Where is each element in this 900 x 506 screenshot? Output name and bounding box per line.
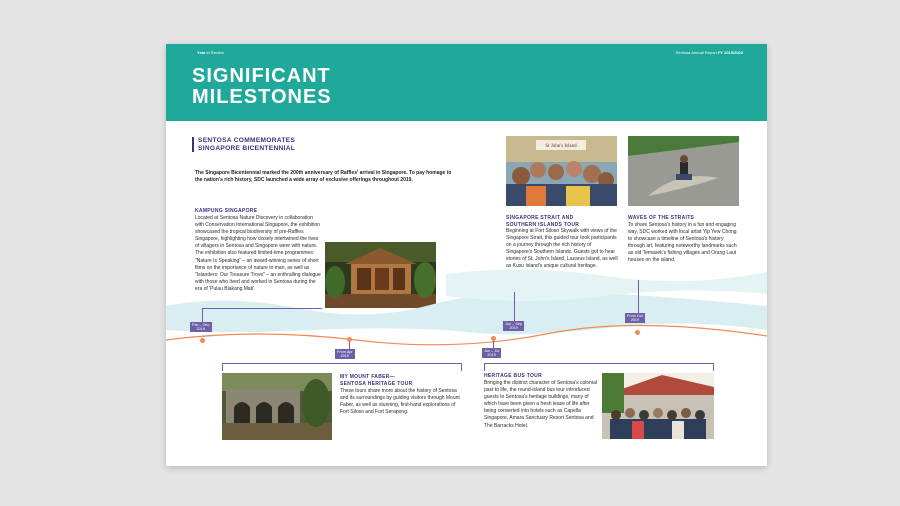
waves-photo: [628, 136, 739, 206]
annual-report-spread: [166, 44, 767, 466]
connector-oct: [638, 280, 639, 314]
heritage-bus-photo: [602, 373, 714, 439]
connector-heritage-bus-right: [713, 363, 714, 371]
connector-kampung: [202, 308, 322, 309]
section-heading: SENTOSA COMMEMORATES SINGAPORE BICENTENNIAL: [192, 137, 295, 152]
connector-jun-sep: [514, 292, 515, 322]
connector-mount-faber-right: [461, 363, 462, 371]
connector-heritage-bus: [484, 363, 714, 364]
timeline-dot: [200, 338, 205, 343]
heritage-bus-heading: HERITAGE BUS TOUR: [484, 373, 542, 379]
connector-mount-faber-left: [222, 363, 223, 371]
waves-heading: WAVES OF THE STRAITS: [628, 215, 695, 221]
date-tag-oct: From Oct 2019: [627, 314, 643, 323]
strait-tour-heading: SINGAPORE STRAIT AND SOUTHERN ISLANDS TOUR: [506, 215, 580, 228]
intro-paragraph: The Singapore Bicentennial marked the 200th anniversary of Raffles' arrival in Singapore. To pay homage to the nation's rich history, SDC launched a wide array of exclusive offerings throughout 2019.: [195, 170, 452, 183]
photo-sign-text: St John's Island: [545, 144, 577, 149]
section-label: Year in Review: [197, 50, 224, 55]
mount-faber-photo: [222, 373, 332, 440]
page-title: SIGNIFICANT MILESTONES: [192, 65, 332, 108]
date-tag-jun-jul: Jun – Jul 2019: [484, 349, 500, 358]
connector-mount-faber: [222, 363, 462, 364]
strait-tour-body: Beginning at Fort Siloso Skywalk with views of the Singapore Strait, this guided tour took participants on a journey through the rich history of Singapore's Southern Islands. Guests got to hear stories of St. John's Island, Lazarus Island, as well as Kusu Island's unique cultural heritage.: [506, 228, 618, 270]
waves-body: To share Sentosa's history in a fun and engaging way, SDC worked with local artist Yip Yew Chong to showcase a timeline of Sentosa's history through art, featuring noteworthy landmarks such as old Temasek's fishing villages and Orang Laut houses on the island.: [628, 222, 737, 264]
report-label: Sentosa Annual Report FY 2019/2020: [675, 50, 743, 55]
connector-jun-jul: [493, 341, 494, 348]
strait-tour-photo: [506, 136, 617, 206]
mount-faber-body: These tours share more about the history of Sentosa and its surroundings by guiding visitors through Mount Faber, as well as stunning, first-hand explorations of Fort Siloso and Fort Serapong.: [340, 388, 460, 416]
date-tag-jun-sep: Jun – Sep 2019: [505, 322, 523, 331]
heritage-bus-body: Bringing the distinct character of Sentosa's colonial past to life, the round-island bus tour introduced guests to Sentosa's heritage buildings, many of which have been given a fresh lease of life after being converted into hotels such as Capella Singapore, Amara Sanctuary Resort Sentosa and The Barracks Hotel.: [484, 380, 597, 429]
mount-faber-heading: MY MOUNT FABER— SENTOSA HERITAGE TOUR: [340, 374, 413, 387]
date-tag-feb-dec: Feb – Dec 2019: [192, 323, 210, 332]
kampung-heading: KAMPUNG SINGAPORE: [195, 208, 258, 214]
header-banner: [166, 44, 767, 121]
kampung-body: Located at Sentosa Nature Discovery in collaboration with Conservation International Singapore, the exhibition showcased the tropical biodiversity of pre-Raffles Singapore, highlighting how closely intertwined the lives of villagers in Sentosa and Singapore were with nature. The exhibition also featured limited-time programmes: "Nature Is Speaking" – an award-winning series of short films on the importance of nature to man, as well as "Islanders: Our Treasure Trove" – an enthralling dialogue with those who lived and worked in Sentosa during the era of 'Pulau Blakang Mati'.: [195, 215, 321, 292]
timeline-wave-graphic: [166, 266, 767, 356]
connector-heritage-bus-left: [484, 363, 485, 371]
date-tag-apr: From Apr 2019: [337, 350, 353, 359]
timeline-dot: [635, 330, 640, 335]
